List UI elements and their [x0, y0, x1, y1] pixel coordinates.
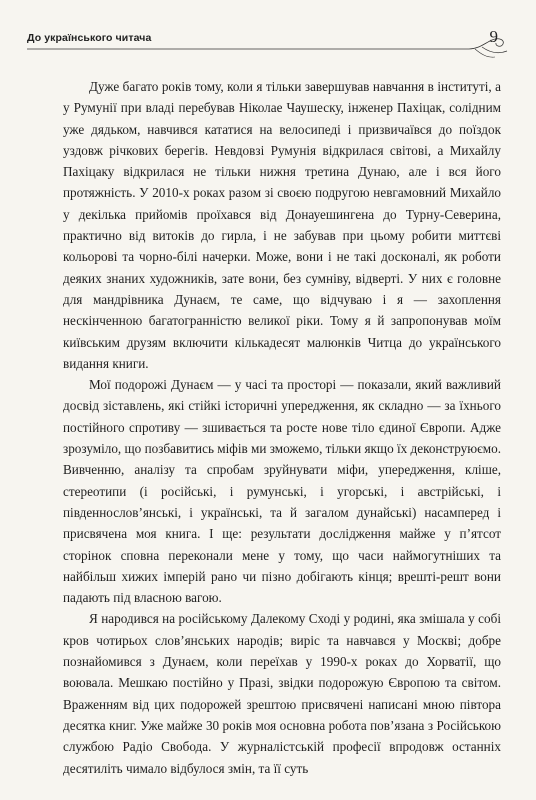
running-head: До українського читача: [27, 32, 152, 44]
body-text: [63, 76, 501, 779]
flourish-ornament: [27, 18, 510, 60]
paragraph-3: Я народився на російському Далекому Сході у родині, яка змішала у собі кров чотирьох слов’янських народів; виріс та навчався у Москві; добре познайомився з Дунаєм, коли переїхав у 1990-х роках до Хорватії, що воювала. Мешкаю постійно у Празі, звідки подорожую Європою та світом. Враженням від цих подорожей зрештою присвячені написані мною півтора десятка книг. Уже майже 30 років моя основна робота пов’язана з Російською службою Радіо Свобода. У журналістській професії впродовж останніх десятиліть чимало відбулося змін, та її суть: [63, 611, 501, 776]
paragraph-2: Мої подорожі Дунаєм — у часі та просторі — показали, який важливий досвід зіставлень, які стійкі історичні упередження, як складно — за їхнього постійного спротиву — зшивається та росте нове тіло єдиної Європи. Адже зрозуміло, що позбавитись міфів ми зможемо, тільки якщо їх деконструюємо. Вивченню, аналізу та спробам зруйнувати міфи, упередження, кліше, стереотипи (і російські, і румунські, і угорські, і австрійські, і південнослов’янські, і українські, та й загалом дунайські) насамперед і присвячена моя книга. І ще: результати дослідження майже у п’ятсот сторінок сповна переконали мене у тому, що часи наймогутніших та найбільш хижих імперій рано чи пізно добігають кінця; врешті-решт вони падають під власною вагою.: [63, 377, 502, 606]
page-header: [27, 10, 510, 60]
page-number: 9: [489, 27, 498, 46]
paragraph-1: Дуже багато років тому, коли я тільки завершував навчання в інституті, а у Румунії при владі перебував Ніколае Чаушеску, інженер Пахіцак, солідним уже дядьком, навчився кататися на велосипеді і призвичаївся до поїздок уздовж річкових берегів. Невдовзі Румунія відкрилася світові, а Михайлу Пахіцаку відкрилася не тільки нижня третина Дунаю, але і вся його протяжність. У 2010-х роках разом зі своєю подругою невгамовний Михайло у декілька прийомів проїхався від Донауешингена до Турну-Северина, практично від витоків до гирла, і не забував при цьому робити миттєві кольорові та чорно-білі начерки. Може, вони і не такі досконалі, як роботи деяких знаних художників, зате вони, без сумніву, відверті. У них є головне для мандрівника Дунаєм, те саме, що відчуваю і я — захоплення нескінченною багатогранністю великої ріки. Тому я й запропонував моїм київським друзям включити кількадесят малюнків Читца до українського видання книги.: [63, 79, 501, 371]
